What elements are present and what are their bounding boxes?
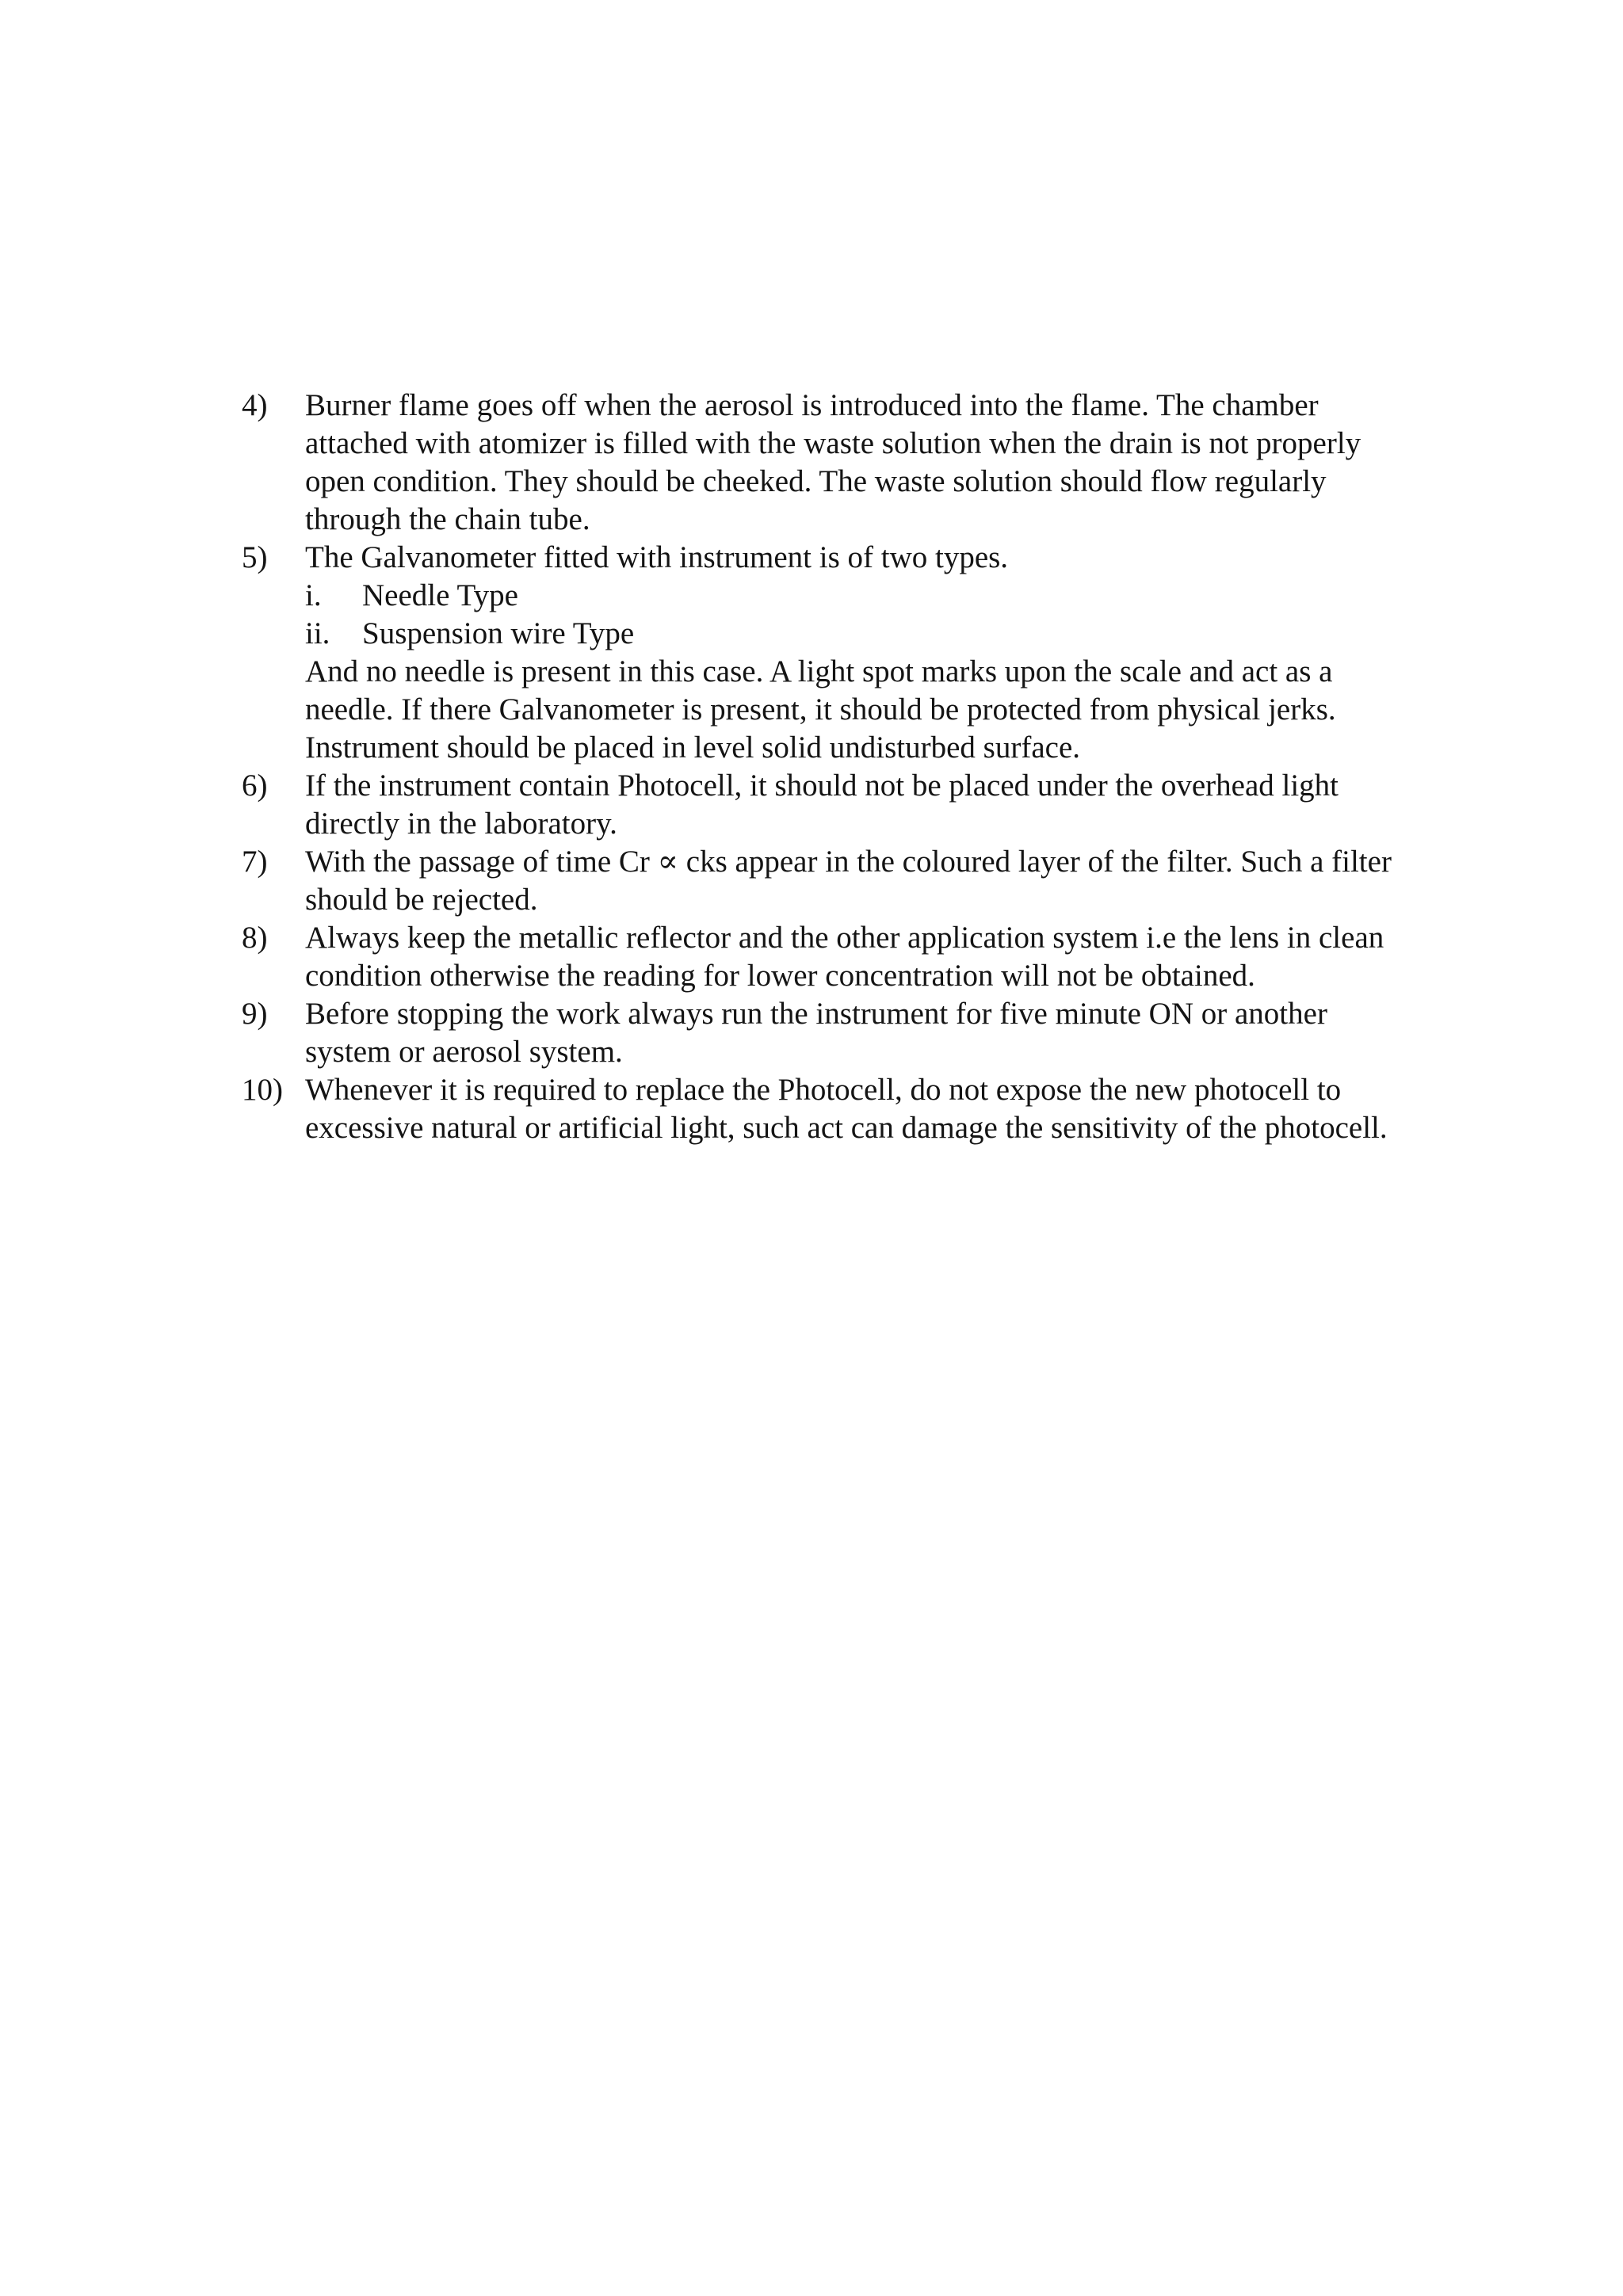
list-item-10 [242,1071,1399,1147]
list-item-number: 9) [242,997,268,1031]
list-item-number: 8) [242,921,268,955]
list-item-text: Always keep the metallic reflector and the other application system i.e the lens in clean condition otherwise the reading for lower concentration will not be obtained. [305,921,1384,993]
list-item-text: With the passage of time Cr ∝ cks appear in the coloured layer of the filter. Such a filter should be rejected. [305,845,1392,917]
list-item-9 [242,995,1399,1071]
sublist-item-number: ii. [305,616,330,650]
sublist-item-number: i. [305,578,322,612]
list-item-7 [242,843,1399,919]
list-item-number: 7) [242,845,268,879]
list-item-number: 4) [242,388,268,422]
list-item-4 [242,387,1399,539]
list-item-text: If the instrument contain Photocell, it should not be placed under the overhead light directly in the laboratory. [305,769,1339,841]
list-item-text: Burner flame goes off when the aerosol is introduced into the flame. The chamber attached with atomizer is filled with the waste solution when the drain is not properly open condition. They should be cheeked. The waste solution should flow regularly through the chain tube. [305,388,1361,536]
list-item-6 [242,767,1399,843]
list-item-text: Whenever it is required to replace the Photocell, do not expose the new photocell to excessive natural or artificial light, such act can damage the sensitivity of the photocell. [305,1073,1388,1145]
list-item-number: 6) [242,769,268,803]
sublist-item-text: Needle Type [362,578,518,612]
sublist-item-needle-type [305,577,1399,615]
sublist-item-suspension-wire-type [305,615,1399,653]
list-item-8 [242,919,1399,995]
sublist-item-text: Suspension wire Type [362,616,635,650]
numbered-list [242,387,1399,1147]
galvanometer-types-list [305,577,1399,653]
list-item-continuation-text: And no needle is present in this case. A light spot marks upon the scale and act as a needle. If there Galvanometer is present, it should be protected from physical jerks. Instrument should be placed in level solid undisturbed surface. [305,654,1336,765]
list-item-text: Before stopping the work always run the instrument for five minute ON or another system or aerosol system. [305,997,1327,1069]
list-item-text: The Galvanometer fitted with instrument is of two types. [305,540,1009,574]
list-item-number: 5) [242,540,268,574]
list-item-number: 10) [242,1073,283,1107]
list-item-5 [242,539,1399,767]
